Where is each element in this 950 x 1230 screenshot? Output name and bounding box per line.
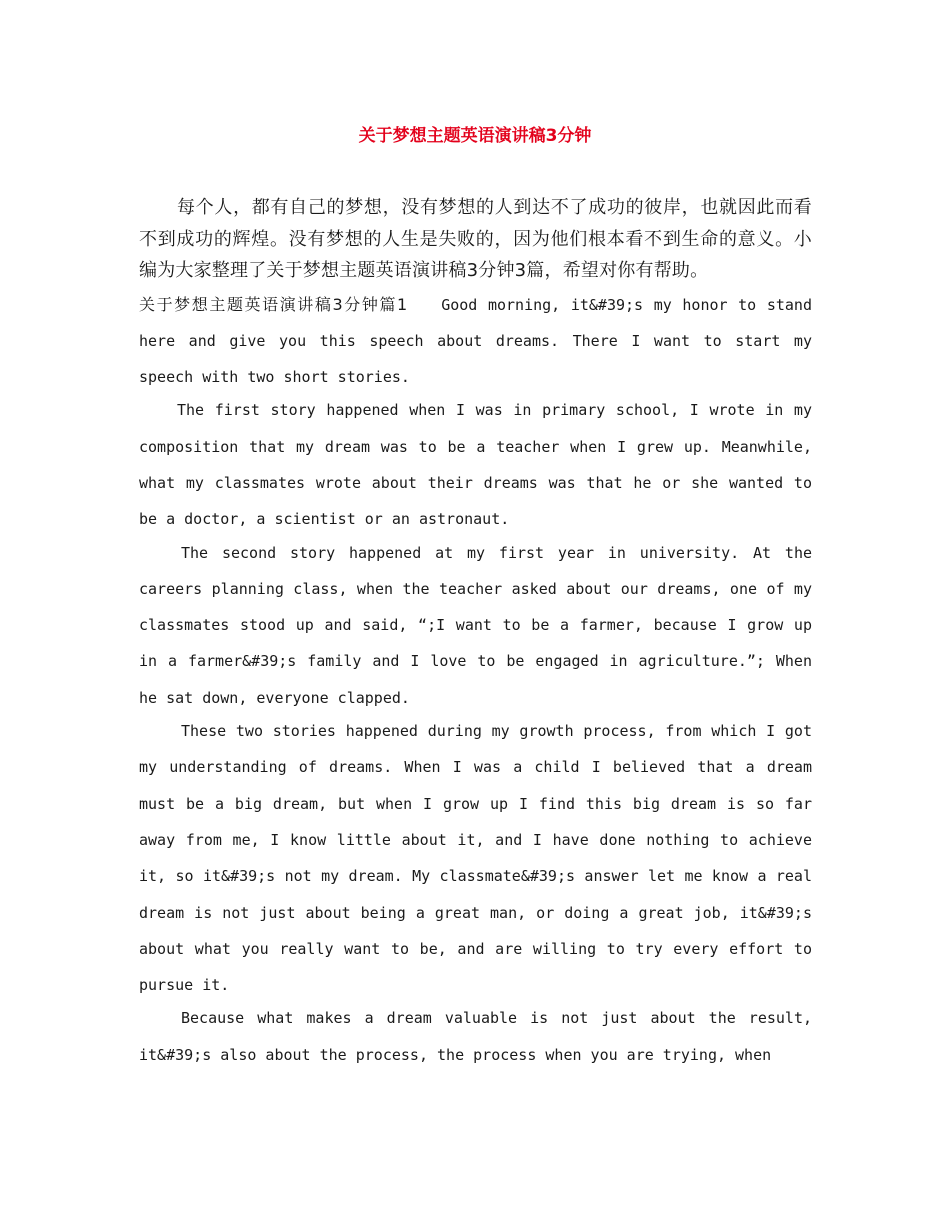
paragraph-2: The first story happened when I was in primary school, I wrote in my composition that my dream was to be a teacher when I grew up. Meanwhile, what my classmates wrote about their dreams was that he or she wanted to be a doctor, a scientist or an astronaut. [139,401,812,529]
document-body [139,192,812,1073]
section-heading: 关于梦想主题英语演讲稿3分钟篇1 [139,294,408,314]
paragraph-4: These two stories happened during my growth process, from which I got my understanding of dreams. When I was a child I believed that a dream must be a big dream, but when I grow up I find this big dream is so far away from me, I know little about it, and I have done nothing to achieve it, so it&#39;s not my dream. My classmate&#39;s answer let me know a real dream is not just about being a great man, or doing a great job, it&#39;s about what you really want to be, and are willing to try every effort to pursue it. [139,722,812,995]
paragraph-5: Because what makes a dream valuable is not just about the result, it&#39;s also about the process, the process when you are trying, when [139,1009,812,1064]
paragraph-1-text: Good morning, it&#39;s my honor to stand here and give you this speech about dreams. There I want to start my speech with two short stories. [139,295,812,387]
paragraph-3: The second story happened at my first year in university. At the careers planning class, when the teacher asked about our dreams, one of my classmates stood up and said, “;I want to be a farmer, because I grow up in a farmer&#39;s family and I love to be engaged in agriculture.”; When he sat down, everyone clapped. [139,543,812,707]
document-title: 关于梦想主题英语演讲稿3分钟 [358,126,592,146]
paragraph-1 [139,287,812,396]
intro-paragraph: 每个人，都有自己的梦想，没有梦想的人到达不了成功的彼岸，也就因此而看不到成功的辉煌。没有梦想的人生是失败的，因为他们根本看不到生命的意义。小编为大家整理了关于梦想主题英语演讲稿3分钟3篇，希望对你有帮助。 [139,197,812,281]
